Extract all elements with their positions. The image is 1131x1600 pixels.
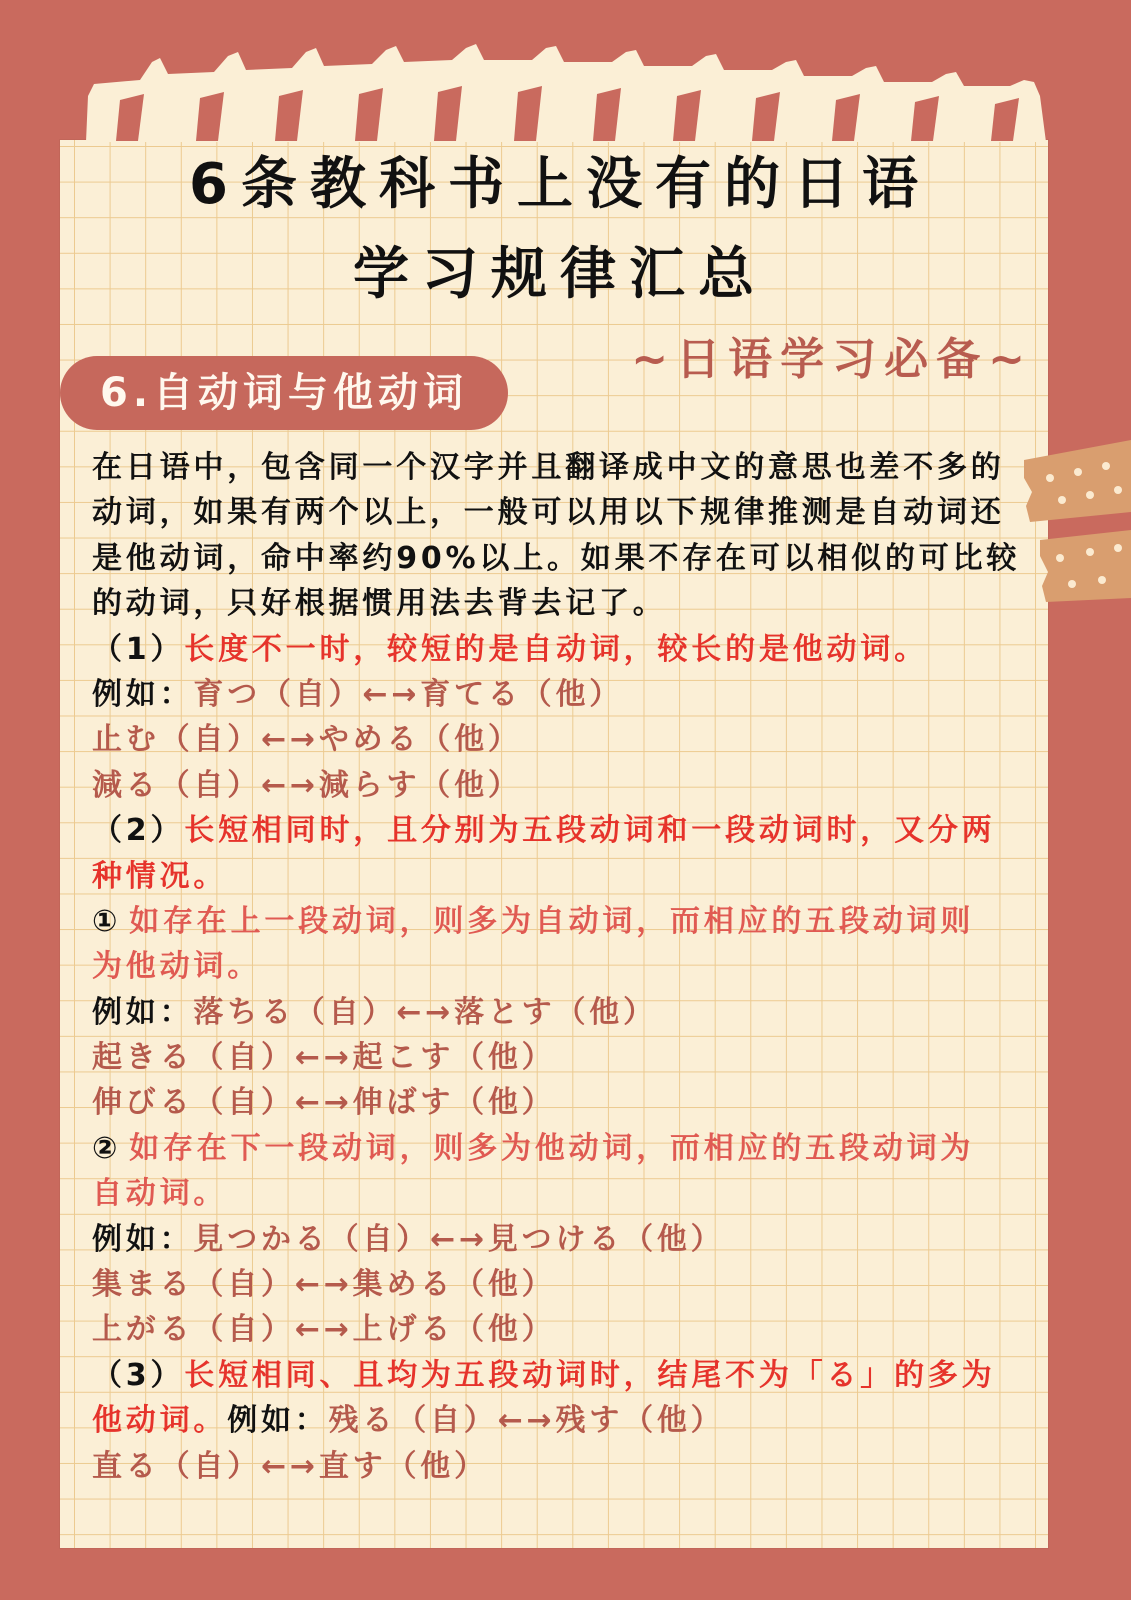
tape-dot <box>1068 580 1076 588</box>
title-line-1: 6条教科书上没有的日语 <box>189 152 931 217</box>
washi-tape-strip <box>1040 530 1131 602</box>
rule-text: 长短相同时，且分别为五段动词和一段动词时，又分两 <box>184 813 996 849</box>
torn-paper-edge <box>0 0 1131 160</box>
example-pair: 育つ（自）←→育てる（他） <box>193 676 624 712</box>
example-pair: 止む（自）←→やめる（他） <box>92 722 522 758</box>
torn-paper-strip <box>86 44 1046 142</box>
example-pair: 見つかる（自）←→見つける（他） <box>193 1221 725 1257</box>
page-title <box>60 140 1060 320</box>
tape-dot <box>1056 554 1064 562</box>
tape-dot <box>1058 496 1066 504</box>
example-pair: 落ちる（自）←→落とす（他） <box>193 994 657 1030</box>
rule-text: 长度不一时，较短的是自动词，较长的是他动词。 <box>184 631 928 667</box>
example-label: 例如： <box>92 994 194 1030</box>
example-pair: 上がる（自）←→上げる（他） <box>92 1312 556 1348</box>
rule-3-heading <box>92 1353 1020 1398</box>
example-line <box>92 990 1020 1035</box>
intro-line: 在日语中，包含同一个汉字并且翻译成中文的意思也差不多的 <box>92 450 1005 485</box>
example-label: 例如： <box>227 1403 329 1439</box>
example-pair: 伸びる（自）←→伸ばす（他） <box>92 1085 556 1121</box>
case-2-heading <box>92 1126 1020 1171</box>
case-text: 如存在上一段动词，则多为自动词，而相应的五段动词则 <box>129 903 975 939</box>
tape-dot <box>1086 491 1094 499</box>
intro-line: 动词，如果有两个以上，一般可以用以下规律推测是自动词还 <box>92 495 1005 531</box>
rule-text: 种情况。 <box>92 858 228 894</box>
example-pair: 起きる（自）←→起こす（他） <box>92 1040 556 1076</box>
case-marker: ① <box>92 903 122 939</box>
title-line-2: 学习规律汇总 <box>353 242 767 307</box>
case-text: 自动词。 <box>92 1176 228 1212</box>
rule-marker: （2） <box>92 813 185 849</box>
case-text: 为他动词。 <box>92 949 261 985</box>
tape-dot <box>1114 544 1122 552</box>
tape-dot <box>1046 474 1054 482</box>
tape-dot <box>1102 462 1110 470</box>
tape-dot <box>1074 468 1082 476</box>
rule-1-heading <box>92 627 1020 672</box>
rule-marker: （1） <box>92 631 185 667</box>
example-line <box>92 672 1020 717</box>
rule-text: 他动词。 <box>92 1403 228 1439</box>
tape-dot <box>1098 576 1106 584</box>
example-pair: 減る（自）←→減らす（他） <box>92 767 522 803</box>
example-line <box>92 1398 1020 1443</box>
rule-text: 长短相同、且均为五段动词时，结尾不为「る」的多为 <box>184 1357 996 1393</box>
article-body <box>92 445 1020 1489</box>
example-label: 例如： <box>92 676 194 712</box>
example-pair: 残る（自）←→残す（他） <box>328 1403 725 1439</box>
case-1-heading <box>92 899 1020 944</box>
section-badge <box>60 356 508 430</box>
tape-dot <box>1086 548 1094 556</box>
intro-line: 是他动词，命中率约90%以上。如果不存在可以相似的可比较 <box>92 540 1021 576</box>
subtitle: ~日语学习必备~ <box>631 334 1033 385</box>
example-pair: 直る（自）←→直す（他） <box>92 1448 488 1484</box>
section-badge-label: 6.自动词与他动词 <box>100 370 469 416</box>
washi-tape-strip <box>1024 440 1131 522</box>
washi-tape <box>1000 420 1131 620</box>
case-text: 如存在下一段动词，则多为他动词，而相应的五段动词为 <box>129 1130 975 1166</box>
intro-line: 的动词，只好根据惯用法去背去记了。 <box>92 586 667 622</box>
example-label: 例如： <box>92 1221 194 1257</box>
case-marker: ② <box>92 1130 122 1166</box>
rule-2-heading <box>92 808 1020 853</box>
example-line <box>92 1217 1020 1262</box>
rule-marker: （3） <box>92 1357 185 1393</box>
example-pair: 集まる（自）←→集める（他） <box>92 1267 556 1303</box>
tape-dot <box>1114 486 1122 494</box>
